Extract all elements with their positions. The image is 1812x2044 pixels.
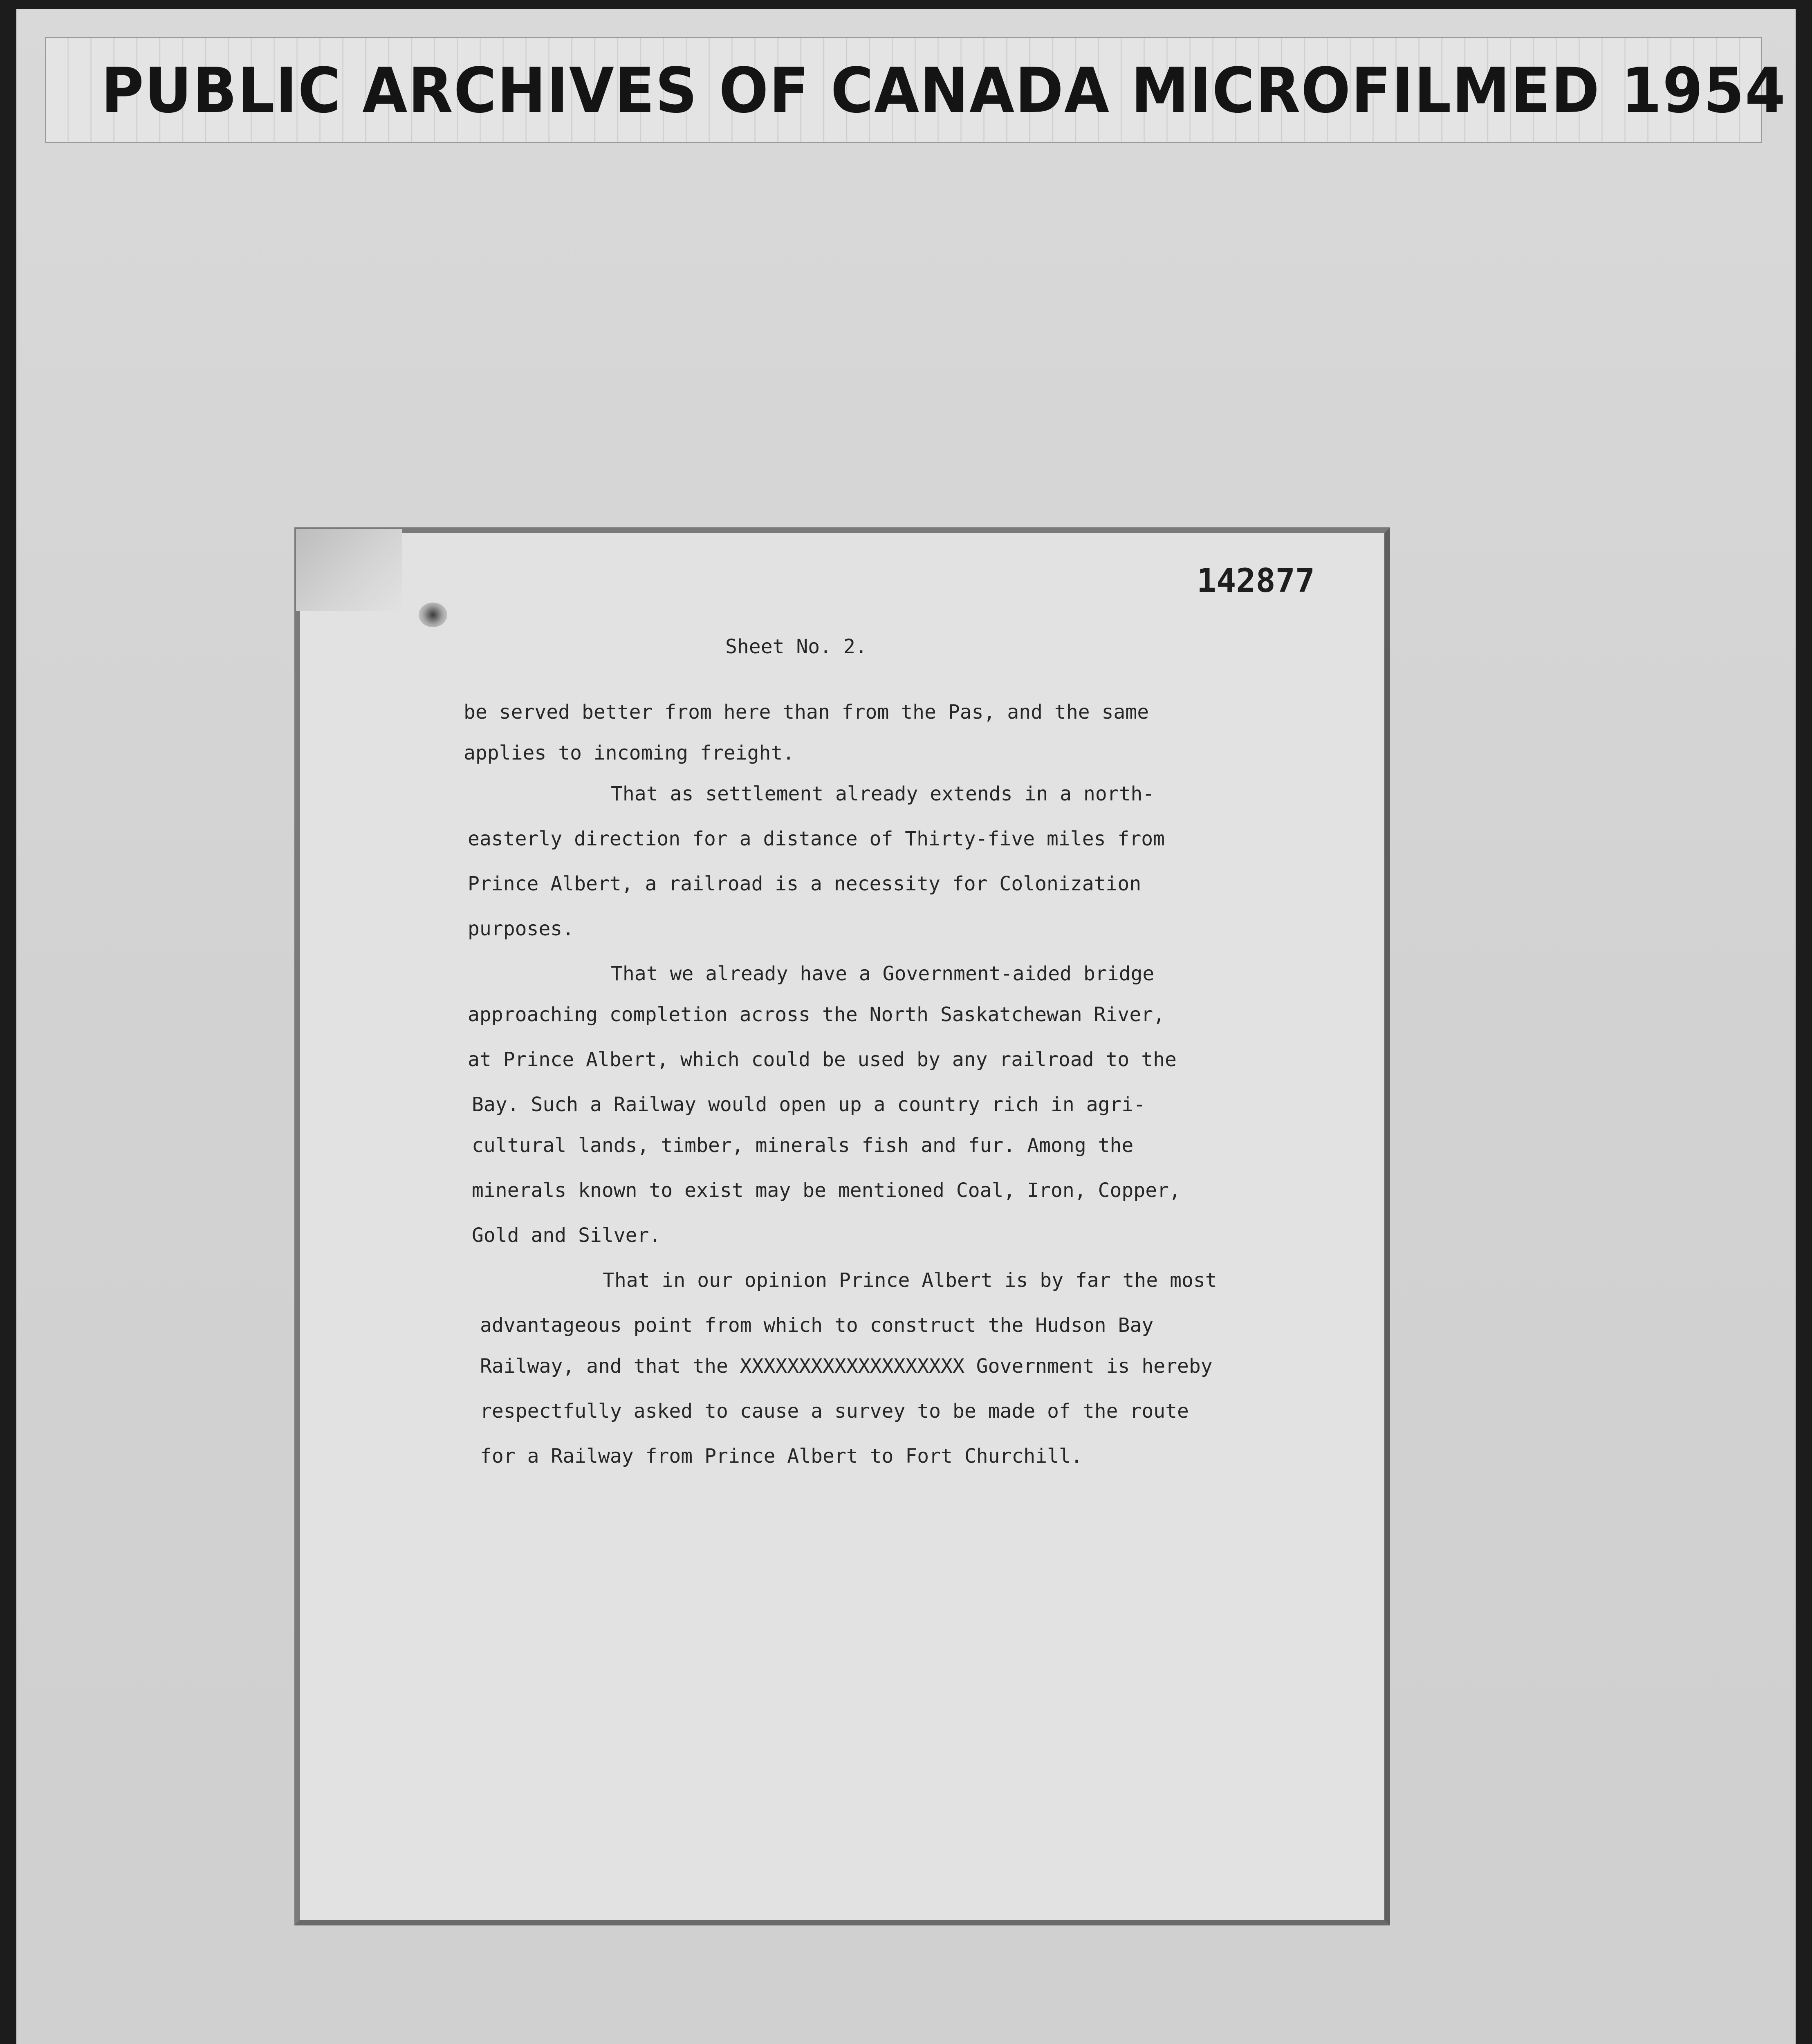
document-line: easterly direction for a distance of Thirty-five miles from — [468, 827, 1165, 850]
document-number: 142877 — [1197, 562, 1315, 600]
film-edge-top — [0, 0, 1812, 9]
document-line: be served better from here than from the Pas, and the same — [464, 701, 1149, 724]
document-line: for a Railway from Prince Albert to Fort Churchill. — [480, 1445, 1083, 1468]
ink-stain — [419, 603, 447, 627]
document-line: at Prince Albert, which could be used by any railroad to the — [468, 1048, 1177, 1071]
document-sheet — [294, 527, 1390, 1925]
folded-corner — [296, 529, 402, 611]
document-line: Railway, and that the XXXXXXXXXXXXXXXXXXX Government is hereby — [480, 1355, 1213, 1378]
document-line: Prince Albert, a railroad is a necessity for Colonization — [468, 872, 1141, 895]
document-line: purposes. — [468, 917, 574, 940]
document-line: minerals known to exist may be mentioned Coal, Iron, Copper, — [472, 1179, 1181, 1202]
document-line: Bay. Such a Railway would open up a country rich in agri- — [472, 1093, 1146, 1116]
document-line: approaching completion across the North Saskatchewan River, — [468, 1003, 1165, 1026]
archive-header-banner — [45, 37, 1786, 143]
document-line: advantageous point from which to construct the Hudson Bay — [480, 1314, 1154, 1337]
archive-header-title: PUBLIC ARCHIVES OF CANADA MICROFILMED 1954 — [101, 54, 1786, 127]
film-edge-right — [1796, 0, 1812, 2044]
document-line: That we already have a Government-aided bridge — [611, 962, 1155, 985]
document-line: That in our opinion Prince Albert is by far the most — [603, 1269, 1217, 1292]
document-line: respectfully asked to cause a survey to be made of the route — [480, 1400, 1189, 1423]
document-line: Gold and Silver. — [472, 1224, 661, 1247]
document-line: cultural lands, timber, minerals fish and fur. Among the — [472, 1134, 1134, 1157]
document-line: applies to incoming freight. — [464, 742, 795, 764]
film-edge-left — [0, 0, 16, 2044]
document-line: That as settlement already extends in a north- — [611, 782, 1155, 805]
sheet-heading: Sheet No. 2. — [725, 635, 867, 658]
